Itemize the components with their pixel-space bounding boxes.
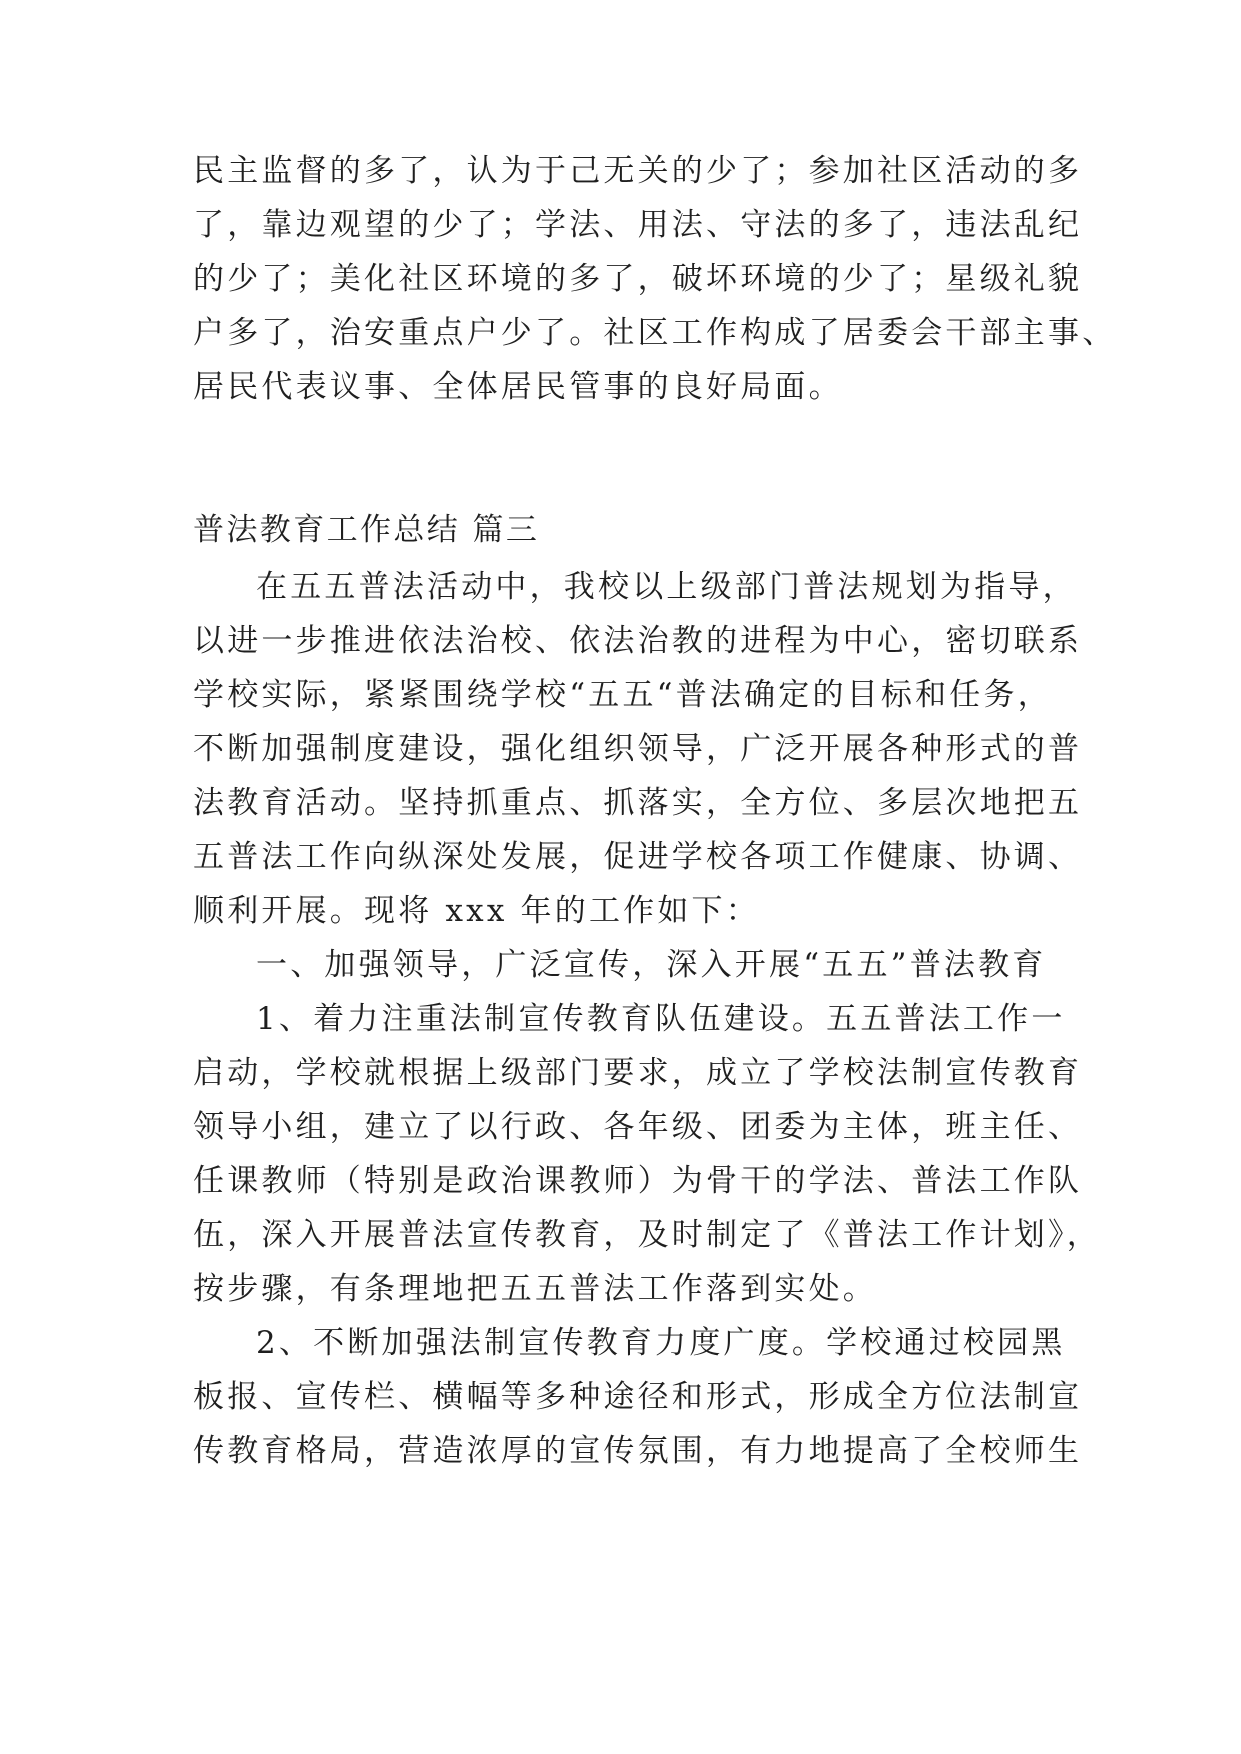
paragraph-line: 顺利开展。现将 xxx 年的工作如下： [193, 893, 760, 929]
paragraph-line: 法教育活动。坚持抓重点、抓落实，全方位、多层次地把五 [193, 785, 1083, 821]
paragraph-line: 户多了，治安重点户少了。社区工作构成了居委会干部主事、 [193, 315, 1117, 351]
paragraph-line: 学校实际，紧紧围绕学校“五五“普法确定的目标和任务， [193, 677, 1052, 713]
section-title: 普法教育工作总结 篇三 [193, 512, 540, 548]
paragraph-line: 五普法工作向纵深处发展，促进学校各项工作健康、协调、 [193, 839, 1083, 875]
paragraph-line: 在五五普法活动中，我校以上级部门普法规划为指导， [256, 569, 1077, 605]
paragraph-line: 民主监督的多了，认为于己无关的少了；参加社区活动的多 [193, 153, 1083, 189]
paragraph-line: 不断加强制度建设，强化组织领导，广泛开展各种形式的普 [193, 731, 1083, 767]
paragraph-line: 传教育格局，营造浓厚的宣传氛围，有力地提高了全校师生 [193, 1433, 1083, 1469]
paragraph-line: 以进一步推进依法治校、依法治教的进程为中心，密切联系 [193, 623, 1083, 659]
subheading: 一、加强领导，广泛宣传，深入开展“五五”普法教育 [256, 947, 1047, 983]
paragraph-line: 按步骤，有条理地把五五普法工作落到实处。 [193, 1271, 877, 1307]
paragraph-line: 居民代表议事、全体居民管事的良好局面。 [193, 369, 843, 405]
paragraph-line: 任课教师（特别是政治课教师）为骨干的学法、普法工作队 [193, 1163, 1083, 1199]
paragraph-line: 领导小组，建立了以行政、各年级、团委为主体，班主任、 [193, 1109, 1083, 1145]
paragraph-line: 的少了；美化社区环境的多了，破坏环境的少了；星级礼貌 [193, 261, 1083, 297]
paragraph-line: 1、着力注重法制宣传教育队伍建设。五五普法工作一 [256, 1001, 1066, 1037]
paragraph-line: 板报、宣传栏、横幅等多种途径和形式，形成全方位法制宣 [193, 1379, 1083, 1415]
paragraph-line: 伍，深入开展普法宣传教育，及时制定了《普法工作计划》， [193, 1217, 1101, 1253]
paragraph-line: 启动，学校就根据上级部门要求，成立了学校法制宣传教育 [193, 1055, 1083, 1091]
paragraph-line: 2、不断加强法制宣传教育力度广度。学校通过校园黑 [256, 1325, 1066, 1361]
paragraph-line: 了，靠边观望的少了；学法、用法、守法的多了，违法乱纪 [193, 207, 1083, 243]
